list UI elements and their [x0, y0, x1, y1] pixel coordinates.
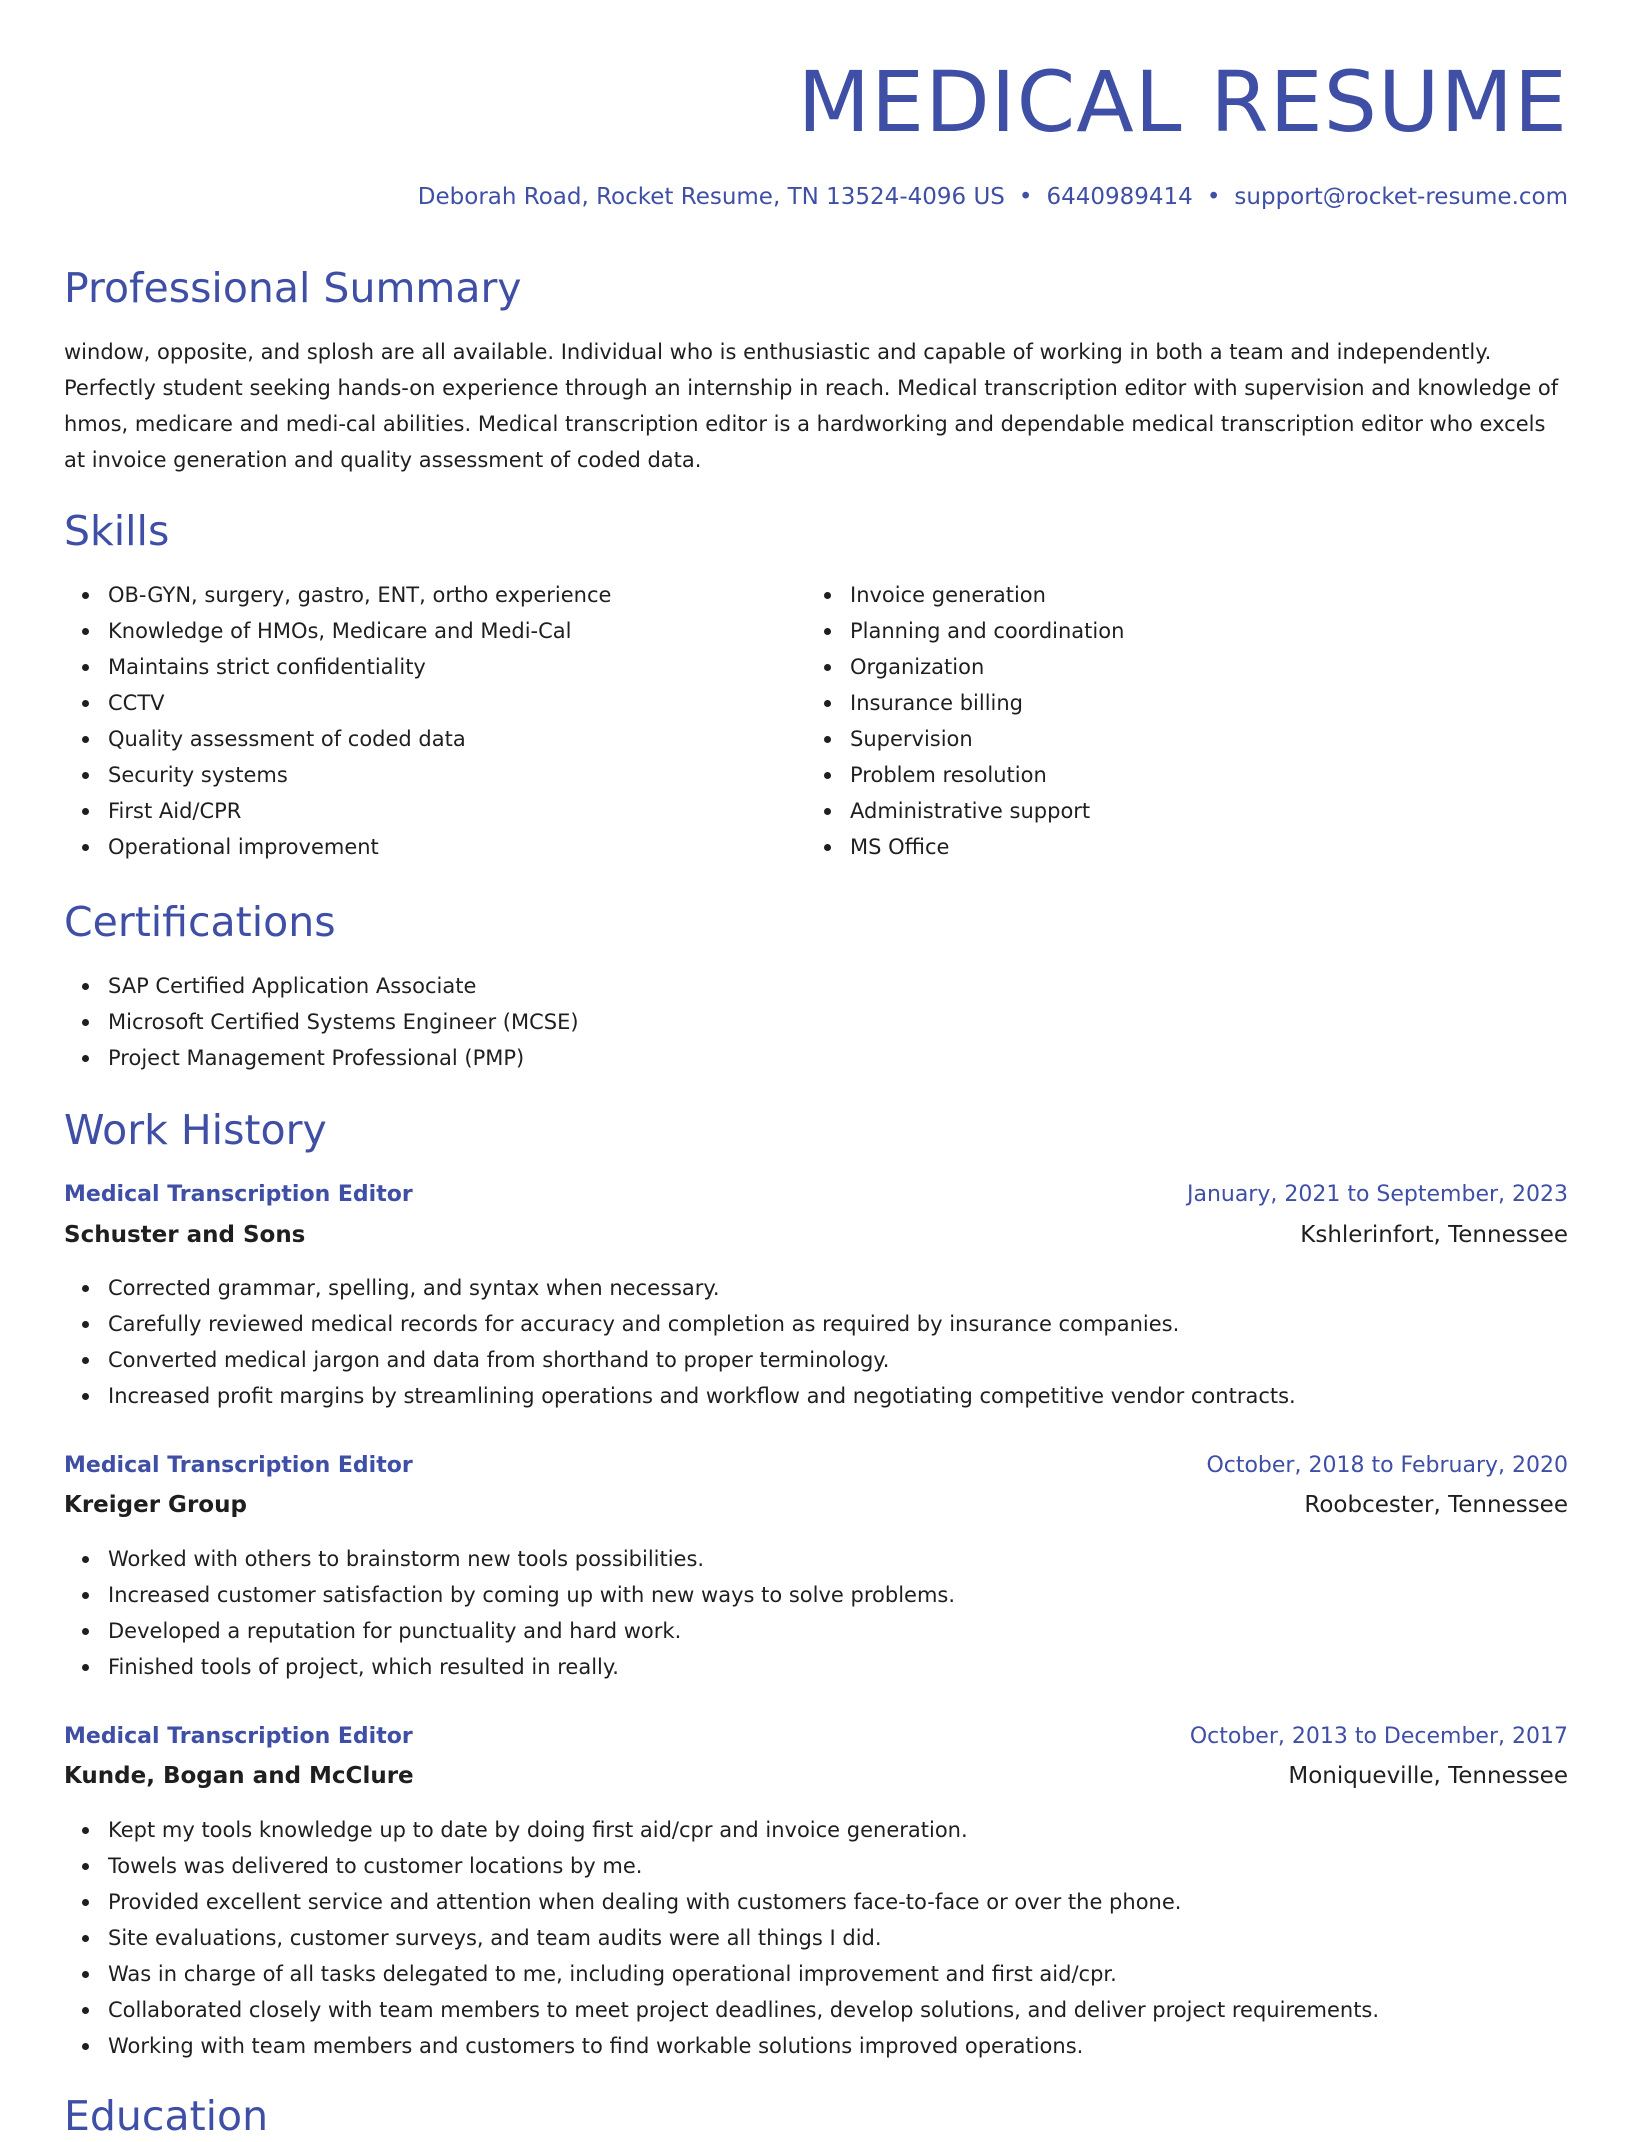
list-item: Kept my tools knowledge up to date by doing first aid/cpr and invoice generation. [64, 1812, 1379, 1848]
job-bullets [64, 1541, 955, 1685]
list-item: Project Management Professional (PMP) [64, 1040, 579, 1076]
job-employer [64, 1487, 1568, 1523]
list-item: MS Office [806, 829, 1124, 865]
list-item: Site evaluations, customer surveys, and team audits were all things I did. [64, 1920, 1379, 1956]
list-item: Knowledge of HMOs, Medicare and Medi-Cal [64, 613, 611, 649]
section-title-education: Education [64, 2092, 269, 2140]
job-bullets [64, 1270, 1296, 1414]
list-item: Organization [806, 649, 1124, 685]
job-header [64, 1448, 1568, 1484]
list-item: OB-GYN, surgery, gastro, ENT, ortho experience [64, 577, 611, 613]
contact-line [418, 180, 1568, 214]
list-item: Carefully reviewed medical records for accuracy and completion as required by insurance companies. [64, 1306, 1296, 1342]
list-item: Worked with others to brainstorm new tools possibilities. [64, 1541, 955, 1577]
company-name: Kreiger Group [64, 1492, 247, 1518]
list-item: Problem resolution [806, 757, 1124, 793]
email[interactable]: support@rocket-resume.com [1234, 184, 1568, 210]
section-title-certifications: Certifications [64, 898, 336, 946]
list-item: Quality assessment of coded data [64, 721, 611, 757]
list-item: Maintains strict confidentiality [64, 649, 611, 685]
job-location: Moniqueville, Tennessee [1288, 1763, 1568, 1789]
list-item: Converted medical jargon and data from shorthand to proper terminology. [64, 1342, 1296, 1378]
list-item: Insurance billing [806, 685, 1124, 721]
job-location: Kshlerinfort, Tennessee [1300, 1222, 1568, 1248]
list-item: CCTV [64, 685, 611, 721]
list-item: Invoice generation [806, 577, 1124, 613]
list-item: Administrative support [806, 793, 1124, 829]
list-item: Provided excellent service and attention when dealing with customers face-to-face or over the phone. [64, 1884, 1379, 1920]
job-header [64, 1719, 1568, 1755]
list-item: Increased customer satisfaction by coming up with new ways to solve problems. [64, 1577, 955, 1613]
job-employer [64, 1217, 1568, 1253]
job-employer [64, 1758, 1568, 1794]
list-item: Security systems [64, 757, 611, 793]
list-item: First Aid/CPR [64, 793, 611, 829]
job-bullets [64, 1812, 1379, 2064]
resume-title: MEDICAL RESUME [797, 53, 1568, 151]
job-dates: October, 2018 to February, 2020 [1206, 1453, 1568, 1478]
list-item: Finished tools of project, which resulted in really. [64, 1649, 955, 1685]
list-item: Microsoft Certified Systems Engineer (MCSE) [64, 1004, 579, 1040]
address: Deborah Road, Rocket Resume, TN 13524-4096 US [417, 184, 1005, 210]
list-item: Corrected grammar, spelling, and syntax when necessary. [64, 1270, 1296, 1306]
list-item: Operational improvement [64, 829, 611, 865]
list-item: Was in charge of all tasks delegated to me, including operational improvement and first aid/cpr. [64, 1956, 1379, 1992]
list-item: Working with team members and customers to find workable solutions improved operations. [64, 2028, 1379, 2064]
job-location: Roobcester, Tennessee [1304, 1492, 1568, 1518]
job-title: Medical Transcription Editor [64, 1724, 413, 1749]
section-title-summary: Professional Summary [64, 264, 522, 312]
skills-list-left [64, 577, 611, 865]
section-title-skills: Skills [64, 507, 170, 555]
job-title: Medical Transcription Editor [64, 1182, 413, 1207]
list-item: SAP Certified Application Associate [64, 968, 579, 1004]
summary-text: window, opposite, and splosh are all available. Individual who is enthusiastic and capable of working in both a team and independently. Perfectly student seeking hands-on experience through an internship in reach. Medical transcription editor with supervision and knowledge of hmos, medicare and medi-cal abilities. Medical transcription editor is a hardworking and dependable medical transcription editor who excels at invoice generation and quality assessment of coded data. [64, 340, 1559, 472]
job-title: Medical Transcription Editor [64, 1453, 413, 1478]
job-dates: October, 2013 to December, 2017 [1189, 1724, 1568, 1749]
certifications-list [64, 968, 579, 1076]
section-title-work-history: Work History [64, 1106, 327, 1154]
separator-dot: • [1206, 184, 1221, 210]
list-item: Planning and coordination [806, 613, 1124, 649]
job-header [64, 1177, 1568, 1213]
list-item: Increased profit margins by streamlining operations and workflow and negotiating competitive vendor contracts. [64, 1378, 1296, 1414]
company-name: Kunde, Bogan and McClure [64, 1763, 414, 1789]
job-dates: January, 2021 to September, 2023 [1186, 1182, 1568, 1207]
list-item: Towels was delivered to customer locations by me. [64, 1848, 1379, 1884]
list-item: Collaborated closely with team members to meet project deadlines, develop solutions, and deliver project requirements. [64, 1992, 1379, 2028]
separator-dot: • [1018, 184, 1033, 210]
list-item: Supervision [806, 721, 1124, 757]
phone: 6440989414 [1046, 184, 1193, 210]
skills-list-right [806, 577, 1124, 865]
list-item: Developed a reputation for punctuality and hard work. [64, 1613, 955, 1649]
company-name: Schuster and Sons [64, 1222, 306, 1248]
